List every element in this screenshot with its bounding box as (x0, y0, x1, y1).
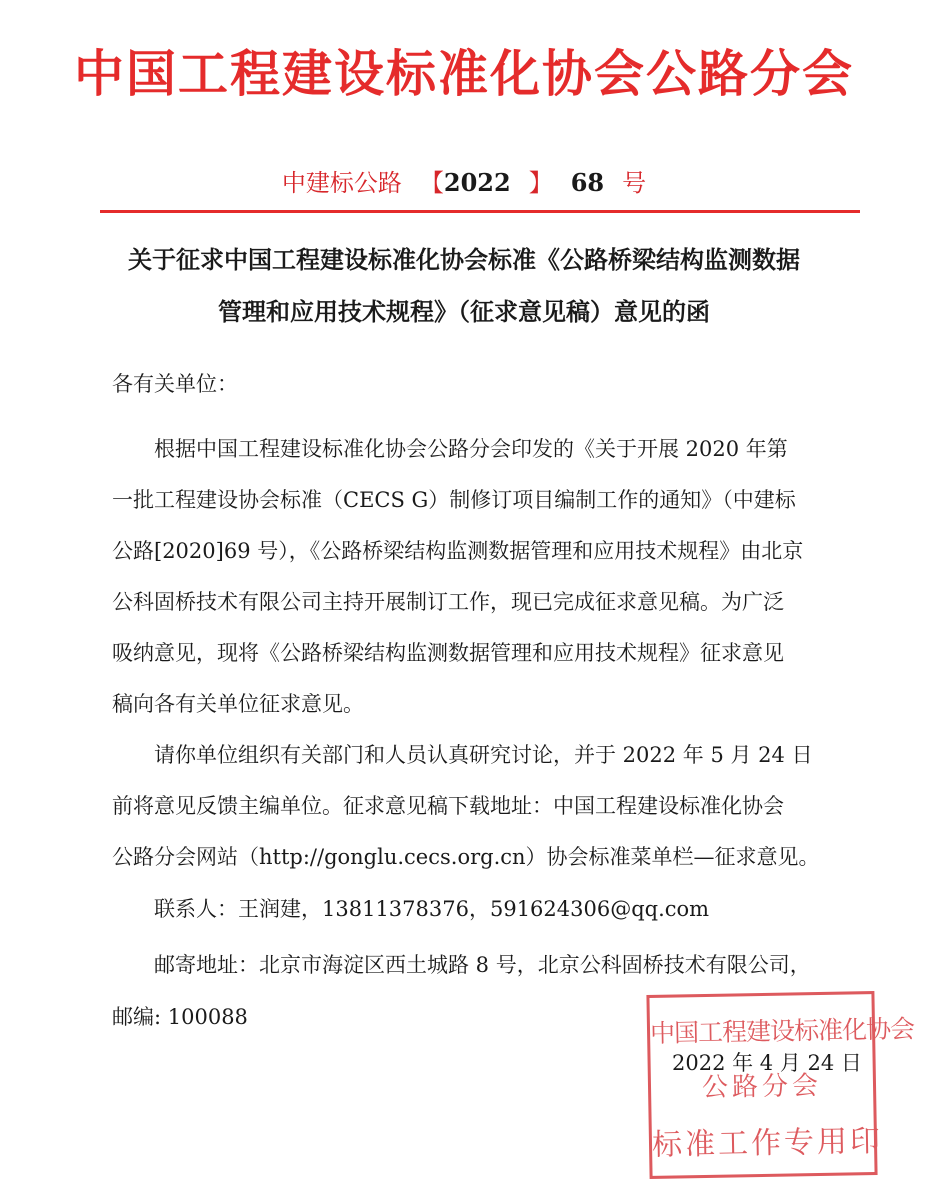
postcode-line: 邮编: 100088 (112, 1005, 248, 1029)
stamp-line-3: 标准工作专用印 (651, 1123, 884, 1163)
bracket-open: 【 (419, 169, 444, 197)
letter-date: 2022 年 4 月 24 日 (672, 1051, 862, 1075)
letterhead-divider (100, 210, 860, 213)
doc-number: 68 (570, 168, 605, 197)
body-line: 稿向各有关单位征求意见。 (112, 692, 364, 716)
body-line: 公路[2020]69 号），《公路桥梁结构监测数据管理和应用技术规程》由北京 (112, 539, 804, 563)
letter-title-line-2: 管理和应用技术规程》（征求意见稿）意见的函 (218, 298, 710, 326)
body-line: 前将意见反馈主编单位。征求意见稿下载地址：中国工程建设标准化协会 (112, 794, 784, 818)
contact-line: 联系人：王润建，13811378376，591624306@qq.com (112, 897, 710, 921)
official-stamp (646, 991, 915, 1179)
doc-suffix: 号 (622, 169, 647, 197)
body-line: 公科固桥技术有限公司主持开展制订工作，现已完成征求意见稿。为广泛 (112, 590, 784, 614)
body-line: 请你单位组织有关部门和人员认真研究讨论，并于 2022 年 5 月 24 日 (112, 743, 813, 767)
document-number (0, 163, 928, 198)
stamp-line-1: 中国工程建设标准化协会 (649, 1014, 915, 1048)
stamp-line-2: 公路分会 (701, 1070, 823, 1104)
salutation: 各有关单位： (112, 372, 238, 396)
body-line: 公路分会网站（http://gonglu.cecs.org.cn）协会标准菜单栏—征求意见。 (112, 845, 820, 869)
body-line: 吸纳意见，现将《公路桥梁结构监测数据管理和应用技术规程》征求意见 (112, 641, 784, 665)
bracket-close: 】 (528, 169, 553, 197)
doc-year: 2022 (443, 168, 511, 197)
body-line: 根据中国工程建设标准化协会公路分会印发的《关于开展 2020 年第 (112, 437, 788, 461)
letter-title-line-1: 关于征求中国工程建设标准化协会标准《公路桥梁结构监测数据 (128, 246, 800, 274)
address-line: 邮寄地址：北京市海淀区西土城路 8 号，北京公科固桥技术有限公司， (112, 953, 811, 977)
body-line: 一批工程建设协会标准（CECS G）制修订项目编制工作的通知》（中建标 (112, 488, 796, 512)
doc-prefix: 中建标公路 (281, 169, 402, 197)
letterhead-org-name: 中国工程建设标准化协会公路分会 (74, 45, 854, 103)
